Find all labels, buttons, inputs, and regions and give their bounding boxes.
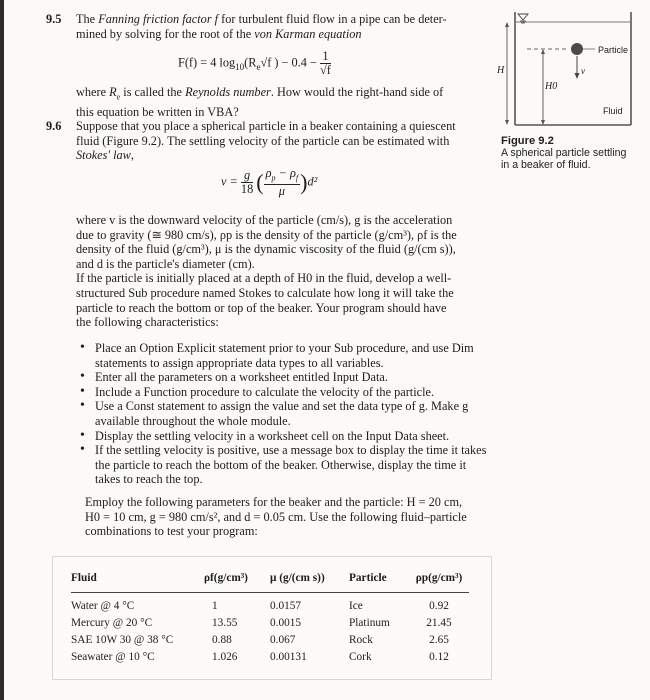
label-particle: Particle bbox=[598, 45, 629, 55]
bullet-item: • Place an Option Explicit statement prior to your Sub procedure, and use Dim statements to assign appropriate data types to all variables. bbox=[76, 341, 490, 370]
fluid-particle-table bbox=[71, 571, 469, 666]
problem-9-6-number: 9.6 bbox=[46, 119, 62, 133]
bullet-item: • Include a Function procedure to calculate the velocity of the particle. bbox=[76, 385, 490, 400]
table-row: Mercury @ 20 °C 13.55 0.0015 Platinum 21.45 bbox=[71, 617, 452, 630]
header-mu: μ (g/(cm s)) bbox=[270, 571, 349, 593]
label-H: H bbox=[497, 65, 505, 76]
label-v: v bbox=[581, 66, 585, 76]
label-fluid: Fluid bbox=[603, 106, 623, 116]
stokes-law-equation: v = $\frac{g}{18}$ ( $\frac{\rho_p - \rho_f}{\mu}$ )d² bbox=[221, 166, 318, 199]
table-row: Seawater @ 10 °C 1.026 0.00131 Cork 0.12 bbox=[71, 651, 449, 664]
bullet-item: • If the settling velocity is positive, use a message box to display the time it takes the particle to reach the bottom of the beaker. Otherwise, display the time it takes to reach the top. bbox=[76, 443, 490, 487]
header-particle: Particle bbox=[349, 571, 409, 593]
header-rho-p: ρp(g/cm³) bbox=[409, 571, 469, 593]
table-row: Water @ 4 °C 1 0.0157 Ice 0.92 bbox=[71, 600, 449, 613]
bullet-item: • Use a Const statement to assign the value and set the data type of g. Make g available throughout the whole module. bbox=[76, 399, 490, 428]
problem-9-6-description: where v is the downward velocity of the particle (cm/s), g is the acceleration due to gravity (≅ 980 cm/s), ρp is the density of the particle (g/cm³), ρf is the density of the fluid (g/cm³), μ is the dynamic viscosity of the fluid (g/(cm s)), and d is the particle's diameter (cm). If the particle is initially placed at a depth of H0 in the fluid, develop a well- structured Sub procedure named Stokes to calculate how long it will take the particle to reach the bottom or top of the beaker. Your program should have the following characteristics: bbox=[76, 213, 457, 330]
table-row: SAE 10W 30 @ 38 °C 0.88 0.067 Rock 2.65 bbox=[71, 634, 449, 647]
bullet-item: • Enter all the parameters on a worksheet entitled Input Data. bbox=[76, 370, 490, 385]
von-karman-equation: F(f) = 4 $\log_{10}(R_e√f$ ) − 0.4 − $\frac{1}{√f}$ bbox=[178, 49, 331, 77]
problem-9-5-number: 9.5 bbox=[46, 12, 62, 26]
header-fluid: Fluid bbox=[71, 571, 204, 593]
problem-9-6-intro: Suppose that you place a spherical particle in a beaker containing a quiescent fluid (Figure 9.2). The settling velocity of the particle can be estimated with Stokes' law, bbox=[76, 119, 456, 163]
figure-9-2-beaker bbox=[497, 8, 637, 132]
table-header-row bbox=[71, 571, 469, 593]
header-rho-f: ρf(g/cm³) bbox=[204, 571, 270, 593]
problem-9-5-text: The Fanning friction factor f for turbulent fluid flow in a pipe can be deter- mined by solving for the root of the von Karman equation bbox=[76, 12, 447, 41]
figure-caption: Figure 9.2 A spherical particle settling in a beaker of fluid. bbox=[501, 135, 627, 171]
requirements-list bbox=[76, 341, 490, 487]
page-edge-bar bbox=[0, 0, 4, 700]
bullet-item: • Display the settling velocity in a worksheet cell on the Input Data sheet. bbox=[76, 429, 490, 444]
parameters-text: Employ the following parameters for the beaker and the particle: H = 20 cm, H0 = 10 cm, g = 980 cm/s², and d = 0.05 cm. Use the following fluid–particle combinations to test your program: bbox=[85, 495, 467, 539]
fluid-particle-table-box bbox=[52, 556, 492, 680]
label-H0: H0 bbox=[545, 81, 558, 92]
problem-9-5-question: where $R_e$ is called the Reynolds number. How would the right-hand side of this equation be written in VBA? bbox=[76, 85, 444, 120]
